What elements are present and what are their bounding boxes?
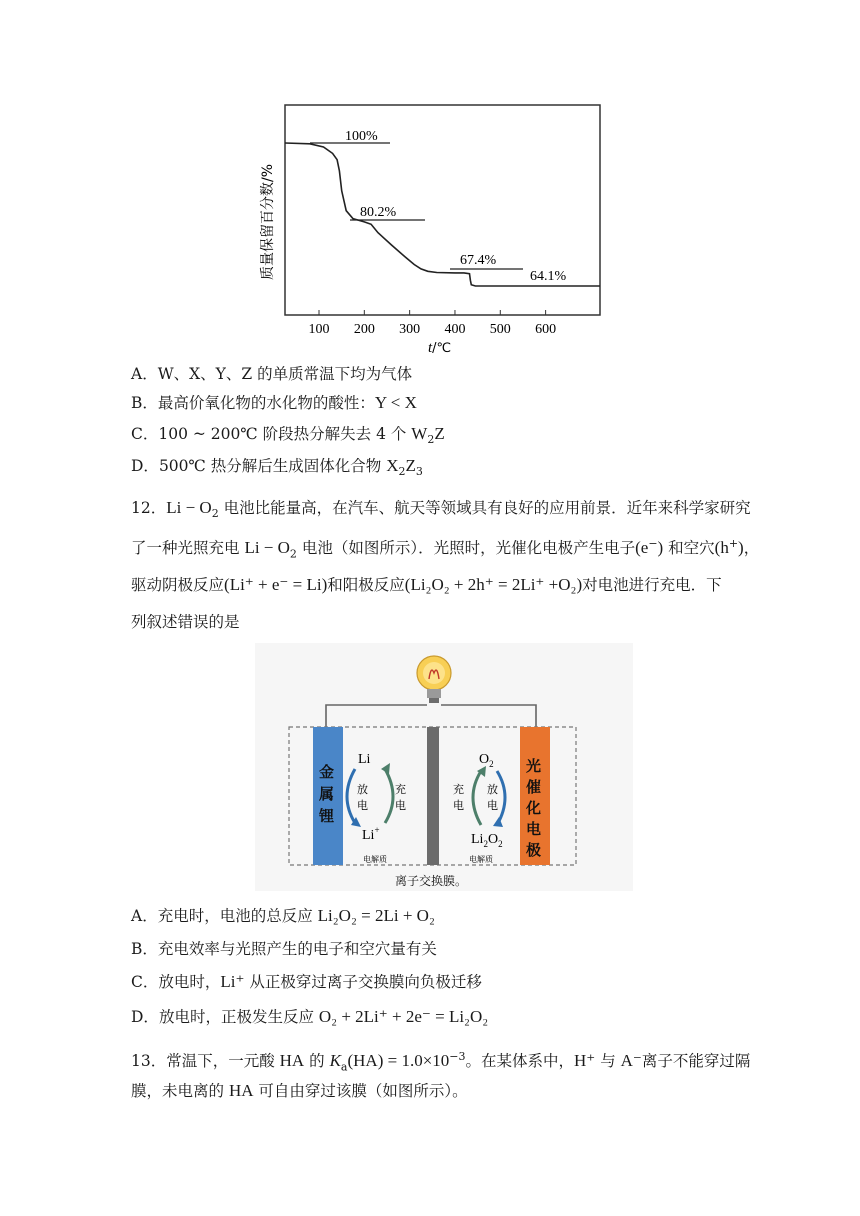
q11-option-d: D．500℃ 热分解后生成固体化合物 $X_2Z_3$ — [131, 456, 423, 479]
q12-line-1: 12．$Li - O_2$ 电池比能量高，在汽车、航天等领域具有良好的应用前景．近年来科学家研究 — [131, 498, 751, 521]
battery-diagram — [255, 643, 633, 891]
q13-line-2: 膜，未电离的 HA 可自由穿过该膜（如图所示）。 — [131, 1081, 468, 1100]
right-discharge-char: 电 — [487, 799, 498, 812]
ion-exchange-membrane — [427, 727, 439, 865]
x-tick-label: 300 — [399, 322, 421, 337]
x-tick-label: 500 — [489, 322, 511, 337]
right-bottom-species: $Li_2O_2$ — [471, 832, 503, 849]
left-electrode-char: 锂 — [319, 807, 335, 825]
y-axis-label: 质量保留百分数/% — [260, 163, 276, 280]
x-tick-label: 200 — [353, 322, 375, 337]
tga-chart — [240, 96, 620, 358]
left-electrode-char: 金 — [319, 763, 335, 781]
right-electrode-char: 光 — [526, 757, 542, 775]
x-axis-ticks — [308, 310, 556, 337]
q11-option-c: C．100 ~ 200℃ 阶段热分解失去 4 个 $W_2Z$ — [131, 424, 445, 447]
left-charge-char: 充 — [395, 783, 406, 796]
x-tick-label: 600 — [535, 322, 557, 337]
q11-option-a: A．W、X、Y、Z 的单质常温下均为气体 — [131, 365, 413, 383]
q12-option-b: B．充电效率与光照产生的电子和空穴量有关 — [131, 940, 437, 958]
right-electrode-char: 化 — [526, 799, 542, 817]
left-charge-char: 电 — [395, 799, 406, 812]
q12-line-3: 驱动阴极反应(Li⁺ + e⁻ = Li)和阳极反应(Li₂O₂ + 2h⁺ = 2Li⁺ +O₂)对电池进行充电．下 — [131, 575, 722, 594]
x-tick-label: 100 — [308, 322, 330, 337]
left-discharge-char: 电 — [357, 799, 368, 812]
x-axis-label: t/℃ — [428, 340, 452, 356]
annotation-67: 67.4% — [460, 253, 497, 268]
right-discharge-char: 放 — [487, 783, 498, 796]
x-tick-label: 400 — [444, 322, 466, 337]
left-electrode-char: 属 — [319, 785, 335, 803]
q12-option-a: A．充电时，电池的总反应 Li₂O₂ = 2Li + O₂ — [131, 906, 435, 925]
q12-option-d: D．放电时，正极发生反应 O₂ + 2Li⁺ + 2e⁻ = Li₂O₂ — [131, 1007, 489, 1026]
mass-retention-curve — [285, 143, 600, 286]
q11-option-b: B．最高价氧化物的水化物的酸性：Y < X — [131, 393, 417, 412]
membrane-label: 离子交换膜。 — [395, 874, 468, 888]
annotation-64: 64.1% — [530, 269, 567, 284]
q13-line-1: 13．常温下，一元酸 HA 的 $K_a(HA) = 1.0\times 10^{-3}$。在某体系中，H⁺ 与 A⁻离子不能穿过隔 — [131, 1050, 751, 1074]
right-charge-char: 电 — [453, 799, 464, 812]
left-top-species: Li — [358, 752, 371, 767]
left-discharge-char: 放 — [357, 783, 368, 796]
q12-line-4: 列叙述错误的是 — [131, 613, 240, 631]
right-electrode-char: 极 — [526, 841, 542, 859]
q12-line-2: 了一种光照充电 $Li - O_2$ 电池（如图所示）．光照时，光催化电极产生电子(e−) 和空穴(h+)， — [131, 537, 760, 561]
annotation-80: 80.2% — [360, 205, 397, 220]
annotation-100: 100% — [345, 129, 378, 144]
q12-option-c: C．放电时，Li⁺ 从正极穿过离子交换膜向负极迁移 — [131, 972, 482, 991]
right-top-species: $O_2$ — [479, 752, 494, 769]
electrolyte-right-label: 电解质 — [469, 855, 493, 864]
electrolyte-left-label: 电解质 — [363, 855, 387, 864]
left-bottom-species: Li+ — [362, 825, 380, 843]
right-electrode-char: 电 — [526, 820, 542, 838]
right-electrode-char: 催 — [526, 778, 542, 796]
right-charge-char: 充 — [453, 783, 464, 796]
